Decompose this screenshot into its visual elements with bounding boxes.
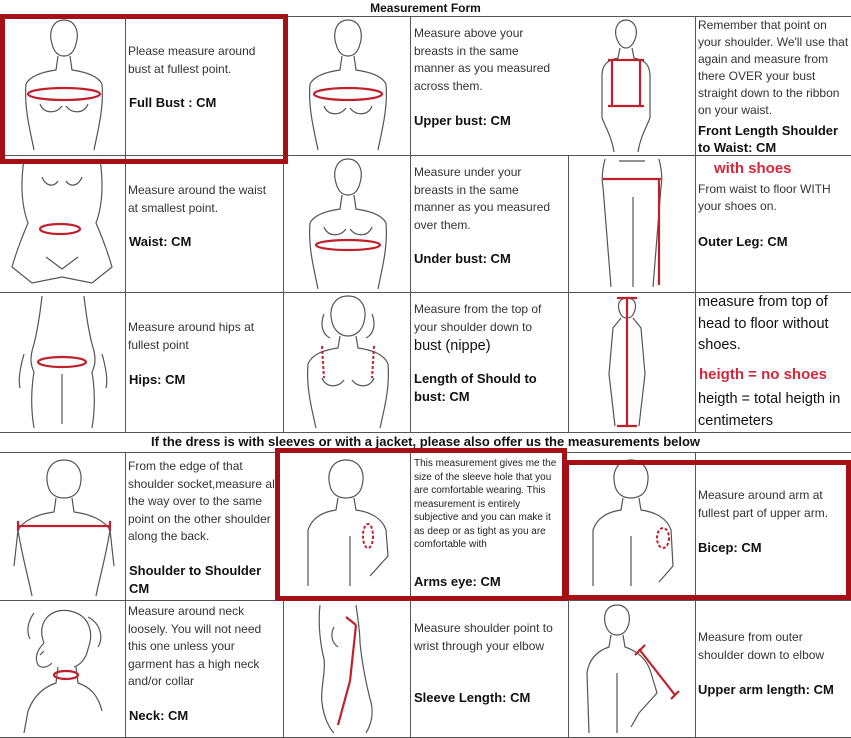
arms-eye-highlight-frame	[275, 448, 567, 601]
height-text: measure from top of head to floor without shoes.	[698, 294, 829, 353]
shoulder-to-bust-text: Measure from the top of your shoulder down to	[414, 302, 542, 334]
under-bust-figure-icon	[290, 157, 408, 290]
neck-text: Measure around neck loosely. You will not need this one unless your garment has a high neck and/or collar	[128, 604, 262, 688]
shoulder-to-waist-text: Remember that point on your shoulder. We'll use that again and measure from there OVER your bust straight down to the ribbon on your waist.	[698, 18, 849, 117]
upper-bust-figure-icon	[290, 18, 408, 153]
outer-leg-label: Outer Leg: CM	[698, 234, 788, 249]
shoulder-to-bust-figure-icon	[290, 294, 408, 430]
hips-label: Hips: CM	[129, 372, 186, 387]
outer-leg-text: From waist to floor WITH your shoes on.	[698, 182, 831, 213]
shoulder-to-shoulder-label: Shoulder to Shoulder CM	[129, 563, 262, 596]
full-bust-text: Please measure around bust at fullest point.	[128, 44, 256, 76]
height-note: heigth = total heigth in centimeters	[698, 391, 841, 429]
grid-line	[0, 432, 851, 433]
shoulder-to-bust-note: bust (nippe)	[414, 338, 491, 354]
shoulder-to-waist-figure-icon	[572, 18, 692, 153]
hips-text: Measure around hips at fullest point	[128, 320, 255, 352]
grid-line	[283, 600, 284, 737]
hips-figure-icon	[4, 294, 122, 430]
shoulder-to-shoulder-figure-icon	[4, 456, 122, 596]
sleeve-length-label: Sleeve Length: CM	[414, 690, 531, 705]
grid-line	[568, 155, 569, 432]
upper-bust-label: Upper bust: CM	[414, 113, 511, 128]
grid-line	[410, 16, 411, 432]
arms-eye-label: Arms eye: CM	[414, 574, 501, 589]
full-bust-label: Full Bust : CM	[129, 95, 217, 110]
neck-figure-icon	[4, 603, 122, 735]
grid-line	[568, 600, 569, 737]
shoulder-to-waist-label: Front Length Shoulder to Waist: CM	[698, 123, 839, 155]
grid-line	[283, 155, 284, 432]
grid-line	[695, 16, 696, 432]
waist-figure-icon	[2, 157, 122, 290]
waist-label: Waist: CM	[129, 234, 192, 249]
height-figure-icon	[575, 294, 690, 430]
sleeve-section-banner: If the dress is with sleeves or with a jacket, please also offer us the measurements below	[150, 434, 701, 449]
waist-text: Measure around the waist at smallest point.	[128, 183, 267, 215]
shoulder-to-bust-label: Length of Should to bust: CM	[414, 371, 537, 404]
neck-label: Neck: CM	[129, 708, 189, 723]
full-bust-highlight-frame	[0, 14, 288, 164]
upper-arm-length-figure-icon	[575, 603, 693, 735]
with-shoes-heading: with shoes	[714, 160, 792, 177]
bicep-highlight-frame	[564, 460, 851, 600]
bicep-label: Bicep: CM	[698, 540, 762, 555]
under-bust-label: Under bust: CM	[414, 251, 511, 266]
under-bust-text: Measure under your breasts in the same manner as you measured over them.	[414, 165, 551, 232]
arms-eye-text: This measurement gives me the size of the sleeve hole that you are comfortable wearing. This measurement is entirely subjective and you can make it as deep or as tight as you are comfortable with	[414, 458, 557, 550]
upper-bust-text: Measure above your breasts in the same manner as you measured across them.	[414, 26, 551, 93]
height-no-shoes-heading: heigth = no shoes	[699, 366, 827, 383]
bicep-text: Measure around arm at fullest part of upper arm.	[698, 488, 829, 520]
sleeve-length-text: Measure shoulder point to wrist through your elbow	[414, 621, 553, 653]
shoulder-to-shoulder-text: From the edge of that shoulder socket,measure all the way over to the same point on the other shoulder along the back.	[128, 459, 278, 543]
sleeve-length-figure-icon	[290, 603, 408, 735]
upper-arm-length-text: Measure from outer shoulder down to elbow	[698, 630, 825, 662]
outer-leg-figure-icon	[575, 157, 690, 290]
grid-line	[125, 452, 126, 737]
form-title: Measurement Form	[370, 1, 481, 15]
upper-arm-length-label: Upper arm length: CM	[698, 682, 834, 697]
